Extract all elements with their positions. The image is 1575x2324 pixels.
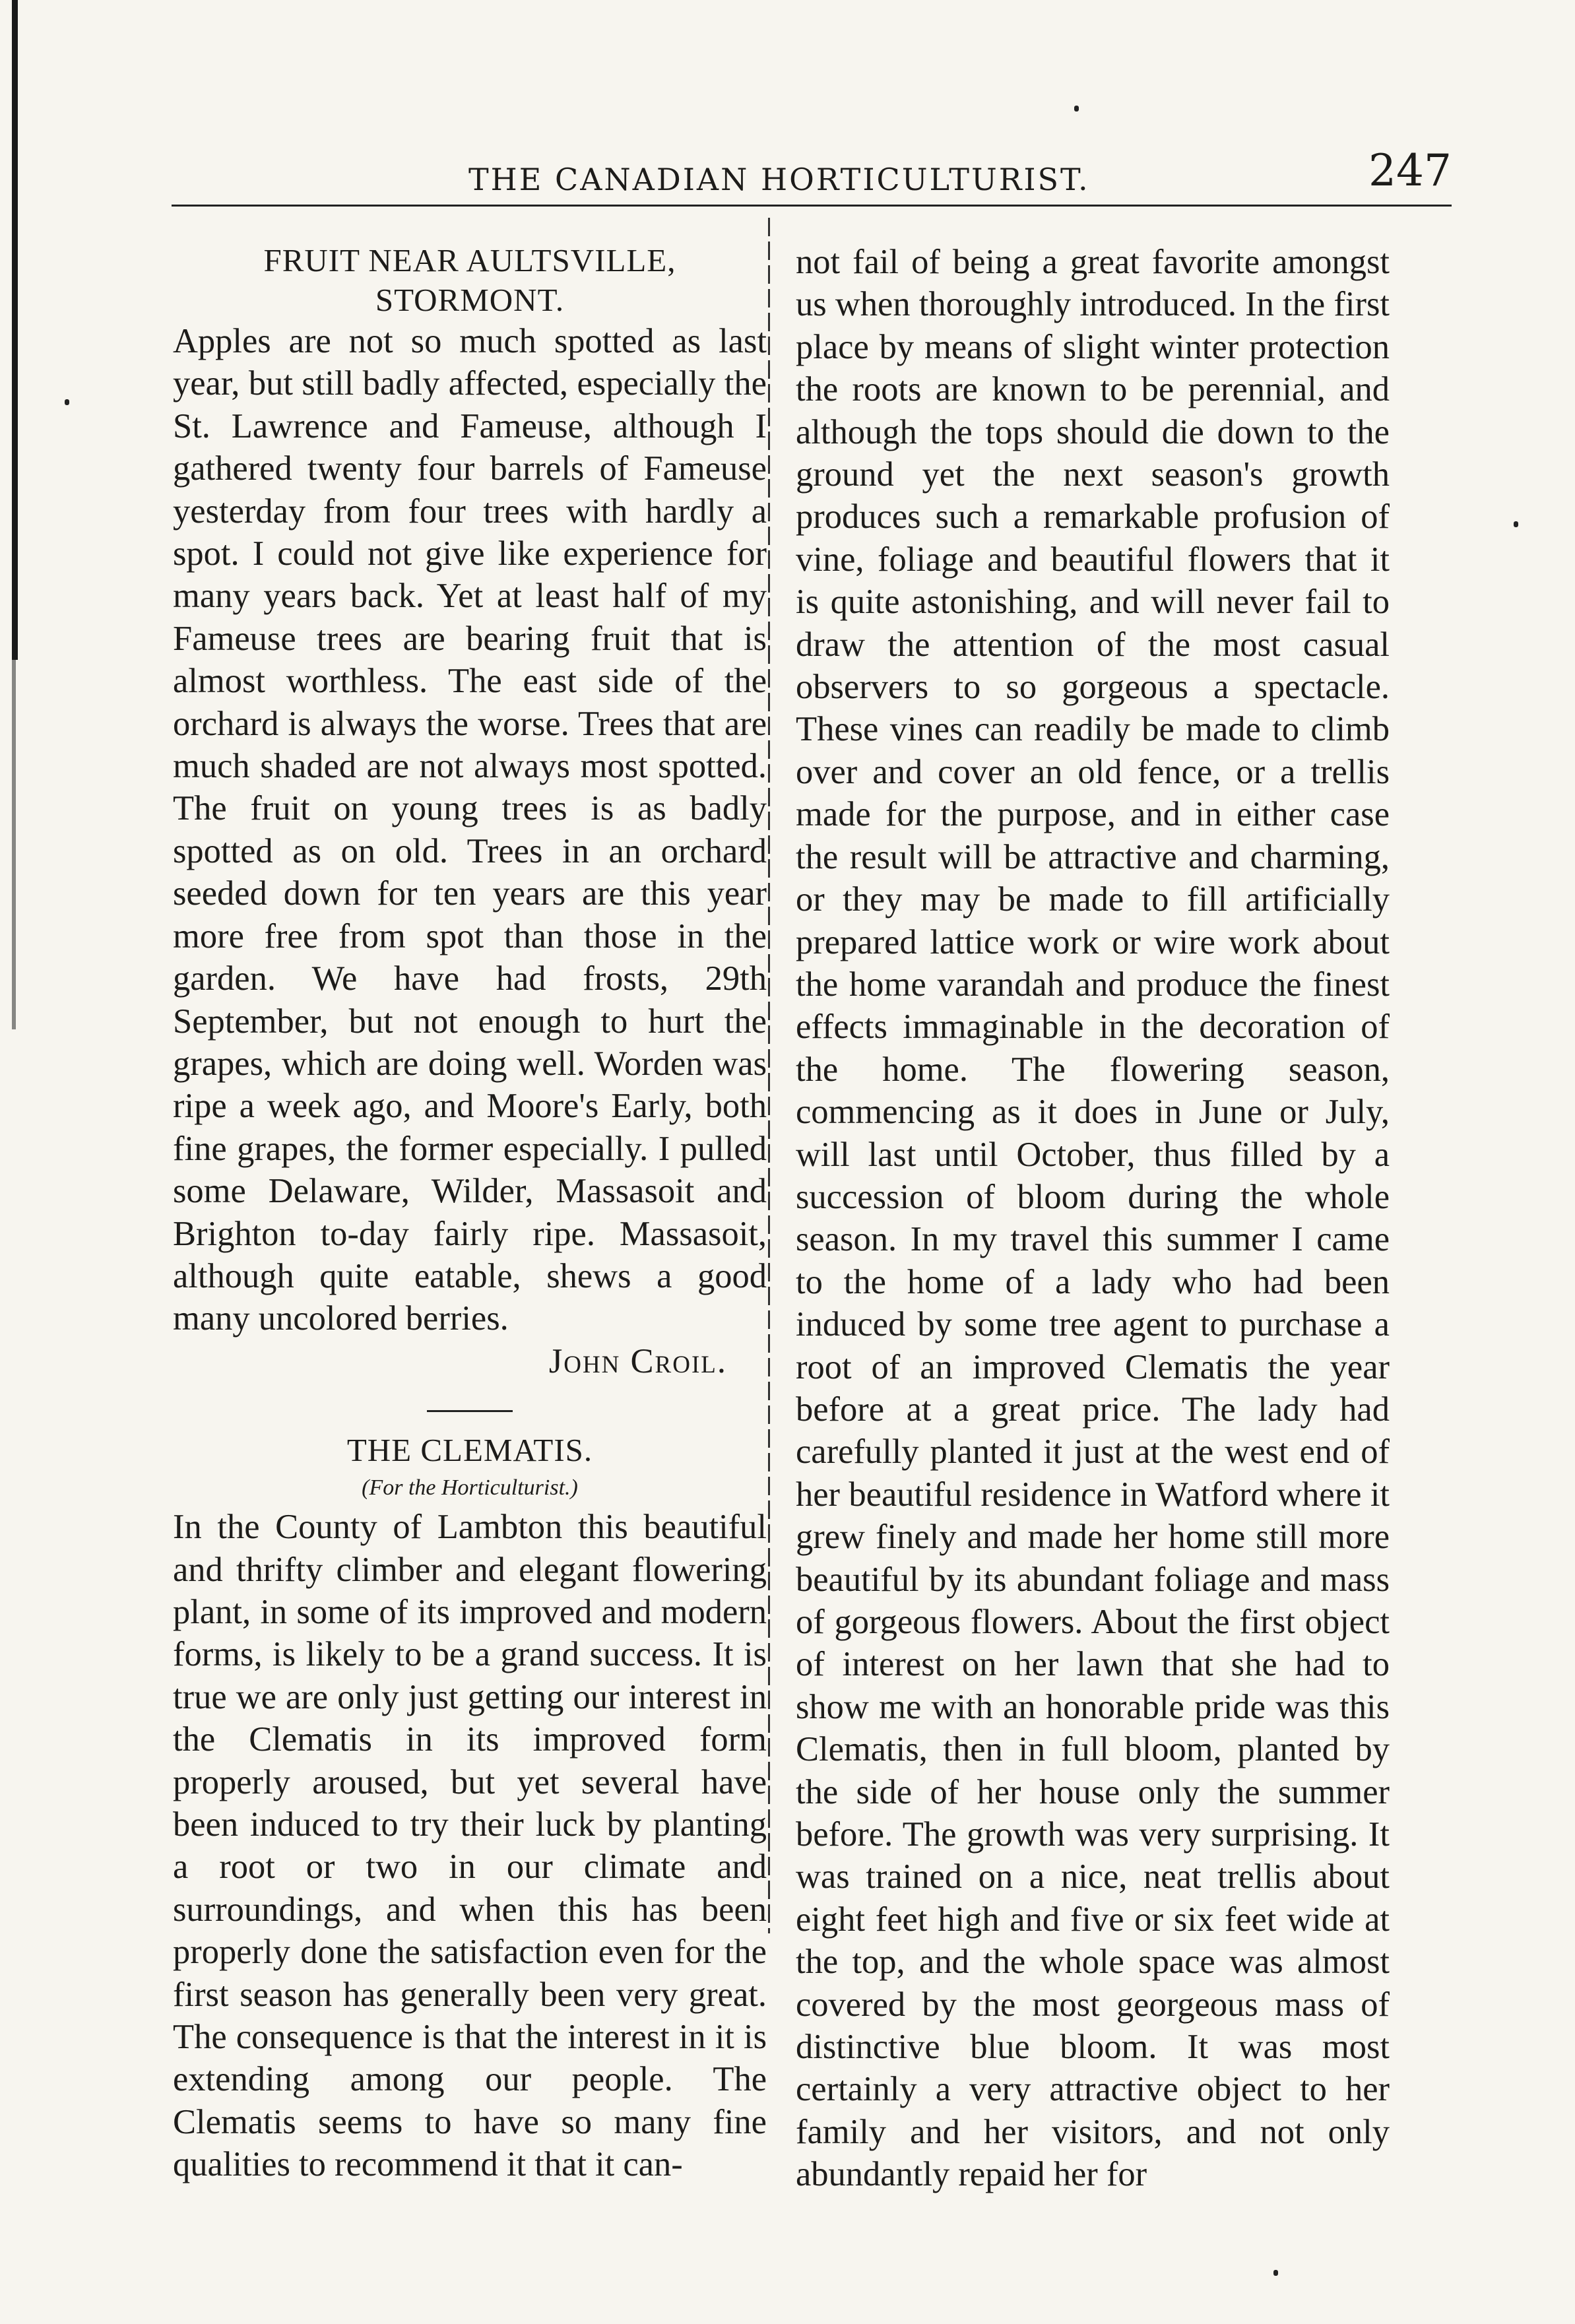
section-rule [427,1410,513,1412]
article-body-fruit: Apples are not so much spotted as last year, but still badly affected, especially the St. Lawrence and Fameuse, although I gathered twenty four barrels of Fameuse yesterday from four trees with hardly a spot. I could not give like experience for many years back. Yet at least half of my Fameuse trees are bearing fruit that is almost worthless. The east side of the orchard is always the worse. Trees that are much shaded are not always most spotted. The fruit on young trees is as badly spotted as on old. Trees in an orchard seeded down for ten years are this year more free from spot than those in the garden. We have had frosts, 29th September, but not enough to hurt the grapes, which are doing well. Worden was ripe a week ago, and Moore's Early, both fine grapes, the former especially. I pulled some Delaware, Wilder, Massasoit and Brighton to-day fairly ripe. Massasoit, although quite eatable, shews a good many uncolored berries. [173,322,767,1338]
article-byline: (For the Horticulturist.) [362,1475,578,1501]
print-speck [1514,521,1518,527]
article-title-line1: FRUIT NEAR AULTSVILLE, [263,242,676,278]
header-rule [172,205,1452,207]
right-column [796,241,1390,2196]
page-edge-shadow-lower [12,660,16,1029]
page-number: 247 [1368,145,1452,196]
article-title-clematis: THE CLEMATIS. [346,1432,593,1469]
print-speck [65,399,69,405]
running-title: THE CANADIAN HORTICULTURIST. [468,162,1090,197]
article-body-clematis-part1: In the County of Lambton this beautiful and thrifty climber and elegant flowering plant, in some of its improved and modern forms, is likely to be a grand success. It is true we are only just getting our interest in the Clematis in its improved form properly aroused, but yet several have been induced to try their luck by planting a root or two in our climate and surroundings, and when this has been properly done the satisfaction even for the first season has generally been very great. The consequence is that the interest in it is extending among our people. The Clematis seems to have so many fine qualities to recommend it that it can- [173,1508,767,2184]
left-column [173,241,767,2186]
page-header [172,132,1452,205]
page-edge-shadow [12,0,18,660]
article-body-clematis-part2: not fail of being a great favorite amongst us when thoroughly introduced. In the first place by means of slight winter protection the roots are known to be perennial, and although the tops should die down to the ground yet the next season's growth produces such a remarkable profusion of vine, foliage and beautiful flowers that it is quite astonishing, and will never fail to draw the attention of the most casual observers to so gorgeous a spectacle. These vines can readily be made to climb over and cover an old fence, or a trellis made for the purpose, and in either case the result will be attractive and charming, or they may be made to fill artificially prepared lattice work or wire work about the home varandah and produce the finest effects immaginable in the decoration of the home. The flowering season, commencing as it does in June or July, will last until October, thus filled by a succession of bloom during the whole season. In my travel this summer I came to the home of a lady who had been induced by some tree agent to purchase a root of an improved Clematis the year before at a great price. The lady had carefully planted it just at the west end of her beautiful residence in Watford where it grew finely and made her home still more beautiful by its abundant foliage and mass of gorgeous flowers. About the first object of interest on her lawn that she had to show me with an honorable pride was this Clematis, then in full bloom, planted by the side of her house only the summer before. The growth was very surprising. It was trained on a nice, neat trellis about eight feet high and five or six feet wide at the top, and the whole space was almost covered by the most georgeous mass of distinctive blue bloom. It was most certainly a very attractive object to her family and her visitors, and not only abundantly repaid her for [796,243,1390,2194]
print-speck [1273,2270,1278,2276]
author-signature: John Croil. [548,1341,727,1380]
article-title-fruit [173,241,767,320]
column-divider [768,218,770,1933]
print-speck [1074,106,1079,112]
article-title-line2: STORMONT. [375,282,565,318]
